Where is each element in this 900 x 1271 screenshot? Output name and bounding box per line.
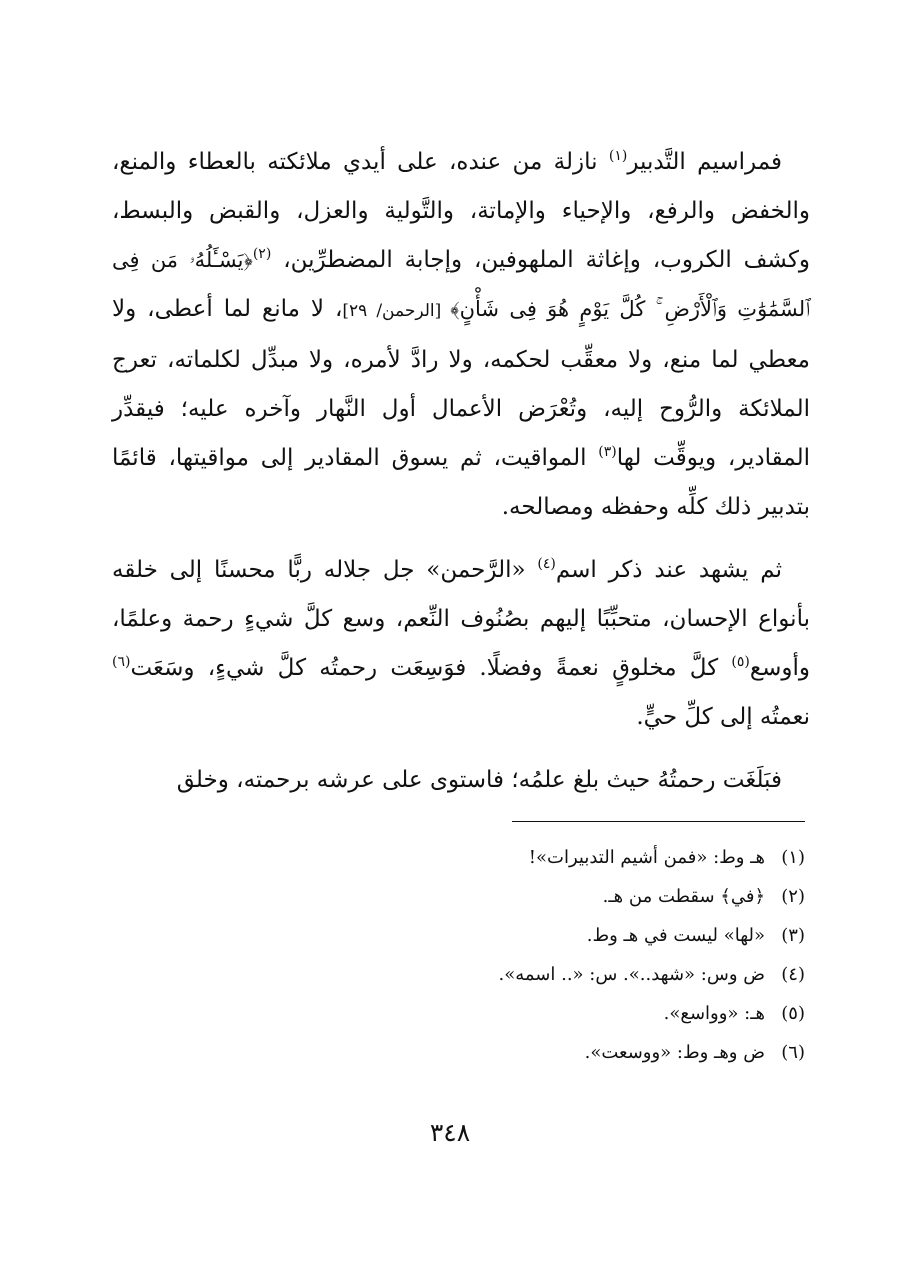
footnote-ref: (٦) bbox=[112, 654, 131, 670]
footnote-ref: (١) bbox=[608, 148, 628, 164]
footnote-ref: (٤) bbox=[537, 556, 556, 572]
text-run: نازلة من عنده، على أيدي ملائكته بالعطاء والمنع، والخفض والرفع، والإحياء والإماتة، والتَّولية والعزل، والقبض والبسط، وكشف الكروب، وإغاثة الملهوفين، وإجابة المضطرِّين، bbox=[112, 149, 811, 273]
footnotes bbox=[400, 838, 805, 1072]
footnote bbox=[400, 955, 805, 994]
text-run: فبَلَغَت رحمتُهُ حيث بلغ علمُه؛ فاستوى على عرشه برحمته، وخلق bbox=[176, 767, 782, 793]
text-run: «الرَّحمن» جل جلاله ربًّا محسنًا إلى خلقه بأنواع الإحسان، متحبِّبًا إليهم بصُنُوف النِّعم، وسع كلَّ شيءٍ رحمة وعلمًا، وأوسع bbox=[112, 557, 810, 681]
footnote-text: «لها» ليست في هـ وط. bbox=[586, 925, 765, 946]
footnote-text: ﴿في﴾ سقطت من هـ. bbox=[602, 886, 765, 907]
text-run: المواقيت، ثم يسوق المقادير إلى مواقيتها، قائمًا بتدبير ذلك كلِّه وحفظه ومصالحه. bbox=[112, 445, 810, 520]
paragraph bbox=[112, 138, 810, 532]
text-run: فمراسيم التَّدبير bbox=[627, 149, 782, 175]
footnote-number: (٣) bbox=[781, 925, 805, 946]
footnote bbox=[400, 877, 805, 916]
text-run: ، لا مانع لما أعطى، ولا معطي لما منع، ولا معقِّب لحكمه، ولا رادَّ لأمره، ولا مبدِّل لكلماته، تعرج الملائكة والرُّوح إليه، وتُعْرَض الأعمال أول النَّهار وآخره عليه؛ فيقدِّر المقادير، ويوقِّت لها bbox=[112, 296, 810, 471]
paragraph bbox=[112, 546, 810, 742]
footnote-ref: (٣) bbox=[598, 444, 617, 460]
paragraph bbox=[112, 756, 810, 805]
footnote bbox=[400, 916, 805, 955]
page-number: ٣٤٨ bbox=[429, 1118, 471, 1147]
footnote-number: (٢) bbox=[781, 886, 805, 907]
footnote bbox=[400, 838, 805, 877]
text-run: ثم يشهد عند ذكر اسم bbox=[555, 557, 782, 583]
footnote-text: هـ: «وواسع». bbox=[663, 1003, 765, 1024]
footnote-text: ض وس: «شهد..». س: «.. اسمه». bbox=[498, 964, 765, 985]
quran-verse: ﴿يَسْـَٔلُهُۥ مَن فِى ٱلسَّمَٰوَٰتِ وَٱلْأَرْضِ ۚ كُلَّ يَوْمٍ هُوَ فِى شَأْنٍ﴾ bbox=[112, 248, 810, 321]
verse-citation: [الرحمن/ ٢٩] bbox=[342, 301, 451, 321]
footnote-ref: (٢) bbox=[252, 246, 272, 262]
footnote bbox=[400, 994, 805, 1033]
footnote-number: (٦) bbox=[781, 1042, 805, 1063]
text-run: نعمتُه إلى كلِّ حيٍّ. bbox=[636, 704, 810, 730]
footnote bbox=[400, 1033, 805, 1072]
footnote-ref: (٥) bbox=[731, 654, 750, 670]
footnote-text: هـ وط: «فمن أشيم التدبيرات»! bbox=[528, 847, 765, 868]
footnote-number: (٤) bbox=[781, 964, 805, 985]
footnote-text: ض وهـ وط: «ووسعت». bbox=[584, 1042, 765, 1063]
footnote-number: (١) bbox=[781, 847, 805, 868]
main-text bbox=[112, 138, 810, 805]
text-run: كلَّ مخلوقٍ نعمةً وفضلًا. فوَسِعَت رحمتُه كلَّ شيءٍ، وسَعَت bbox=[130, 655, 732, 681]
footnote-separator bbox=[512, 821, 805, 822]
footnote-number: (٥) bbox=[781, 1003, 805, 1024]
